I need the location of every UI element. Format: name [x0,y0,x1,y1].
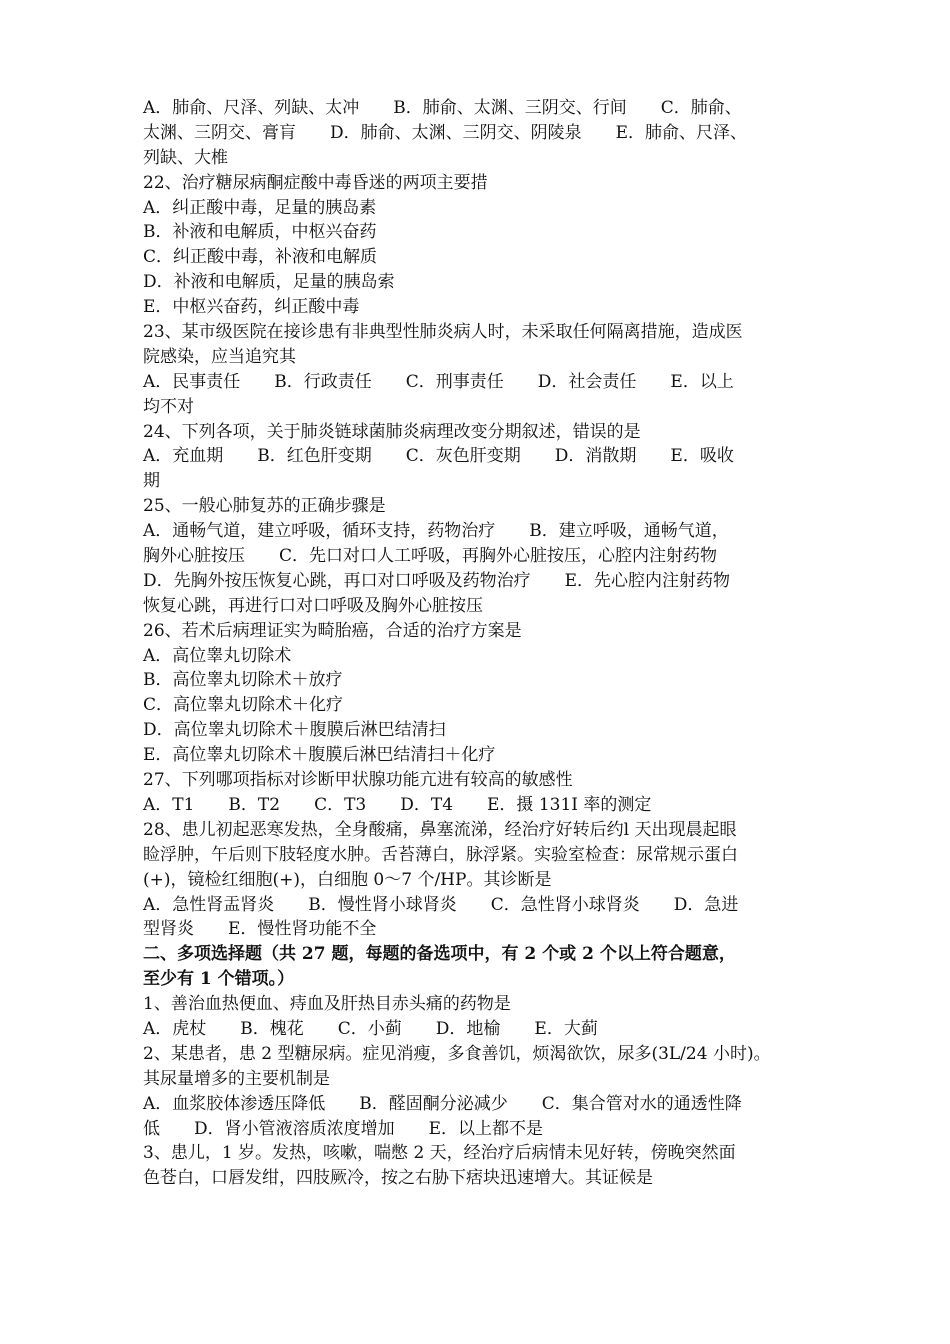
text-line: A．肺俞、尺泽、列缺、太冲 B．肺俞、太渊、三阴交、行间 C．肺俞、 [143,98,742,118]
text-line: D．补液和电解质，足量的胰岛索 [143,272,395,293]
text-line: A．T1 B．T2 C．T3 D．T4 E．摄 131I 率的测定 [143,794,652,815]
text-line: B．高位睾丸切除术＋放疗 [143,670,343,691]
document-page [143,96,811,1191]
text-line: 胸外心脏按压 C．先口对口人工呼吸，再胸外心脏按压，心腔内注射药物 [143,546,718,567]
text-line: 1、善治血热便血、痔血及肝热目赤头痛的药物是 [143,994,511,1015]
text-line: A．通畅气道，建立呼吸，循环支持，药物治疗 B．建立呼吸，通畅气道， [143,521,729,542]
text-line: 太渊、三阴交、膏肓 D．肺俞、太渊、三阴交、阴陵泉 E．肺俞、尺泽、 [143,122,748,143]
text-line: A．民事责任 B．行政责任 C．刑事责任 D．社会责任 E．以上 [143,371,734,392]
text-line: 色苍白，口唇发绀，四肢厥冷，按之右胁下痞块迅速增大。其证候是 [143,1168,653,1189]
text-line: (+)，镜检红细胞(+)，白细胞 0～7 个/HP。其诊断是 [143,869,552,890]
text-line: A．虎杖 B．槐花 C．小蓟 D．地榆 E．大蓟 [143,1018,598,1039]
section-heading-line: 二、多项选择题（共 27 题，每题的备选项中，有 2 个或 2 个以上符合题意， [143,944,736,965]
text-line: 26、若术后病理证实为畸胎癌，合适的治疗方案是 [143,620,522,641]
text-line: C．高位睾丸切除术＋化疗 [143,695,344,716]
text-line: 睑浮肿，午后则下肢轻度水肿。舌苔薄白，脉浮紧。实验室检查：尿常规示蛋白 [143,844,738,865]
text-line: A．纠正酸中毒，足量的胰岛素 [143,197,377,218]
text-line: C．纠正酸中毒，补液和电解质 [143,247,378,268]
text-line: E．高位睾丸切除术＋腹膜后淋巴结清扫＋化疗 [143,745,496,766]
text-line: A．急性肾盂肾炎 B．慢性肾小球肾炎 C．急性肾小球肾炎 D．急进 [143,894,739,915]
text-line: A．充血期 B．红色肝变期 C．灰色肝变期 D．消散期 E．吸收 [143,446,734,467]
text-line: D．高位睾丸切除术＋腹膜后淋巴结清扫 [143,720,446,741]
text-line: 列缺、大椎 [143,147,228,168]
text-line: 3、患儿，1 岁。发热，咳嗽，喘憋 2 天，经治疗后病情未见好转，傍晚突然面 [143,1143,736,1164]
text-line: 22、治疗糖尿病酮症酸中毒昏迷的两项主要措 [143,172,488,193]
text-line: 27、下列哪项指标对诊断甲状腺功能亢进有较高的敏感性 [143,770,573,791]
text-line: 均不对 [143,396,194,417]
text-line: 院感染，应当追究其 [143,346,296,367]
text-line: B．补液和电解质，中枢兴奋药 [143,222,377,243]
text-line: 其尿量增多的主要机制是 [143,1068,330,1089]
text-line: A．高位睾丸切除术 [143,645,292,666]
text-line: 恢复心跳，再进行口对口呼吸及胸外心脏按压 [143,595,483,616]
text-line: 低 D．肾小管液溶质浓度增加 E．以上都不是 [143,1118,544,1139]
text-line: 25、一般心肺复苏的正确步骤是 [143,496,386,517]
text-line: D．先胸外按压恢复心跳，再口对口呼吸及药物治疗 E．先心腔内注射药物 [143,570,731,591]
text-line: A．血浆胶体渗透压降低 B．醛固酮分泌减少 C．集合管对水的通透性降 [143,1093,742,1114]
text-line: 型肾炎 E．慢性肾功能不全 [143,919,377,940]
section-heading-line: 至少有 1 个错项。） [143,969,295,990]
text-line: 28、患儿初起恶寒发热，全身酸痛，鼻塞流涕，经治疗好转后约l 天出现晨起眼 [143,819,737,840]
text-line: 24、下列各项，关于肺炎链球菌肺炎病理改变分期叙述，错误的是 [143,421,641,442]
text-line: E．中枢兴奋药，纠正酸中毒 [143,297,360,318]
text-line: 23、某市级医院在接诊患有非典型性肺炎病人时，未采取任何隔离措施，造成医 [143,322,743,343]
text-line: 2、某患者，患 2 型糖尿病。症见消瘦，多食善饥，烦渴欲饮，尿多(3L/24 小时)。 [143,1043,771,1064]
text-line: 期 [143,471,160,492]
